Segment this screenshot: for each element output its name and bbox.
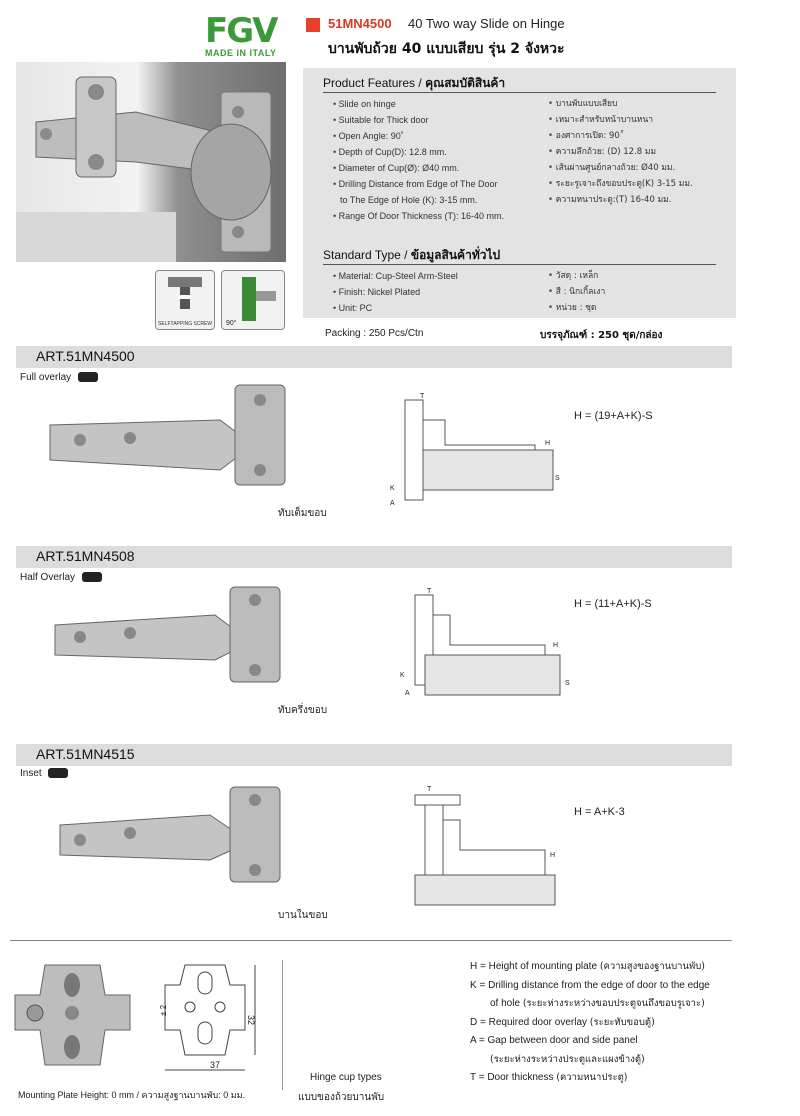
feature-item-th: • ระยะรูเจาะถึงขอบประตู(K) 3-15 มม.	[548, 176, 693, 192]
diagram-letter-a: A	[405, 690, 410, 697]
diagram-letter-k: K	[390, 485, 395, 492]
legend-row	[470, 1014, 790, 1033]
packing-en: Packing : 250 Pcs/Ctn	[325, 328, 424, 339]
hinge-product-photo	[16, 62, 286, 262]
legend-row	[470, 995, 790, 1014]
legend-th: (ความสูงของฐานบานพับ)	[599, 961, 706, 972]
diagram-letter-h: H	[553, 642, 559, 649]
feature-item-th: • บานพับแบบเสียบ	[548, 96, 693, 112]
article-code: ART.51MN4515	[36, 746, 135, 762]
hinge-image-inset	[60, 785, 285, 885]
article-code: ART.51MN4500	[36, 348, 135, 364]
overlay-label	[20, 768, 68, 779]
plate-tolerance-label: ± 2	[159, 1004, 168, 1016]
half-overlay-icon	[82, 572, 102, 582]
inset-diagram	[405, 785, 585, 905]
standard-heading	[323, 246, 500, 265]
feature-item-th: • ความหนาประตู:(T) 16-40 มม.	[548, 192, 693, 208]
feature-item-th: • เหมาะสำหรับหน้าบานหนา	[548, 112, 693, 128]
legend	[470, 958, 790, 1088]
feature-item: to The Edge of Hole (K): 3-15 mm.	[340, 195, 478, 205]
feature-item: • Drilling Distance from Edge of The Door	[333, 176, 504, 192]
screw-caption: SELFTAPPING SCREW	[158, 321, 213, 327]
legend-th: (ระยะห่างระหว่างขอบประตูจนถึงขอบรูเจาะ)	[522, 998, 705, 1009]
diagram-letter-s: S	[555, 475, 560, 482]
diagram-letter-h: H	[545, 440, 551, 447]
product-title-thai: บานพับถ้วย 40 แบบเสียบ รุ่น 2 จังหวะ	[328, 41, 565, 57]
feature-panel	[303, 68, 736, 318]
feature-item-th: • เส้นผ่านศูนย์กลางถ้วย: Ø40 มม.	[548, 160, 693, 176]
open-angle-icon	[222, 271, 284, 329]
article-code: ART.51MN4508	[36, 548, 135, 564]
feature-item: • Depth of Cup(D): 12.8 mm.	[333, 144, 504, 160]
product-title: 40 Two way Slide on Hinge	[408, 16, 565, 31]
standard-item: • Unit: PC	[333, 300, 458, 316]
standard-item: • Material: Cup-Steel Arm-Steel	[333, 268, 458, 284]
legend-th: (ระยะห่างระหว่างประตูและแผงข้างตู้)	[490, 1053, 645, 1065]
overlay-label	[20, 572, 102, 583]
legend-th: (ระยะทับขอบตู้)	[589, 1016, 655, 1028]
diagram-letter-a: A	[390, 500, 395, 507]
features-list-en	[333, 96, 504, 224]
full-overlay-diagram	[385, 390, 565, 510]
plate-height-label: 32	[246, 1015, 256, 1026]
brand-logo	[205, 11, 290, 64]
legend-th: (ความหนาประตู)	[556, 1072, 628, 1083]
overlay-text: Full overlay	[20, 372, 72, 383]
height-formula: H = (11+A+K)-S	[574, 598, 652, 610]
height-formula: H = (19+A+K)-S	[574, 410, 653, 422]
title-marker-icon	[306, 18, 320, 32]
feature-item: • Range Of Door Thickness (T): 16-40 mm.	[333, 208, 504, 224]
overlay-text: Half Overlay	[20, 572, 76, 583]
height-formula: H = A+K-3	[574, 806, 625, 818]
overlay-caption-th: ทับครึ่งขอบ	[278, 705, 328, 716]
feature-item: • Diameter of Cup(Ø): Ø40 mm.	[333, 160, 504, 176]
legend-row	[470, 977, 790, 996]
made-in-italy-label: MADE IN ITALY	[205, 48, 277, 58]
features-heading-th: คุณสมบัติสินค้า	[425, 76, 506, 90]
legend-row	[470, 1069, 790, 1088]
plate-width-label: 37	[210, 1060, 221, 1070]
overlay-text: Inset	[20, 768, 42, 779]
half-overlay-diagram	[395, 585, 575, 705]
features-list-th	[548, 96, 693, 208]
feature-item: • Open Angle: 90˚	[333, 128, 504, 144]
diagram-letter-t: T	[420, 393, 425, 400]
diagram-letter-t: T	[427, 786, 432, 793]
mounting-plate-drawing	[150, 960, 270, 1075]
features-rule	[323, 92, 716, 93]
hinge-image-half-overlay	[55, 585, 285, 685]
standard-heading-th: ข้อมูลสินค้าทั่วไป	[410, 248, 501, 262]
hinge-photo-drawing	[16, 62, 286, 262]
article-bar	[16, 744, 732, 766]
brand-logo-mark: FGV	[205, 11, 277, 51]
standard-item-th: • วัสดุ : เหล็ก	[548, 268, 605, 284]
feature-item-th: • องศาการเปิด: 90˚	[548, 128, 693, 144]
diagram-letter-h: H	[550, 852, 556, 859]
legend-en: H = Height of mounting plate	[470, 961, 598, 972]
legend-en: K = Drilling distance from the edge of door to the edge	[470, 979, 710, 991]
legend-row	[470, 1032, 790, 1051]
product-code: 51MN4500	[328, 16, 392, 31]
standard-rule	[323, 264, 716, 265]
legend-en: A = Gap between door and side panel	[470, 1035, 638, 1046]
feature-item-th: • ความลึกถ้วย: (D) 12.8 มม	[548, 144, 693, 160]
legend-en: D = Required door overlay	[470, 1016, 588, 1028]
feature-item: • Suitable for Thick door	[333, 112, 504, 128]
diagram-letter-t: T	[427, 588, 432, 595]
features-heading	[323, 74, 505, 93]
diagram-letter-k: K	[400, 672, 405, 679]
angle-label: 90°	[226, 320, 237, 327]
legend-en: of hole	[490, 998, 521, 1009]
mounting-plate-label: Mounting Plate Height: 0 mm / ความสูงฐานบานพับ: 0 มม.	[18, 1090, 246, 1100]
legend-en: T = Door thickness	[470, 1072, 554, 1083]
mounting-plate-photo	[15, 955, 130, 1075]
feature-item: • Slide on hinge	[333, 96, 504, 112]
standard-item-th: • สี : นิกเกิ้ลเงา	[548, 284, 605, 300]
legend-row	[470, 958, 790, 977]
standard-item: • Finish: Nickel Plated	[333, 284, 458, 300]
diagram-letter-s: S	[565, 680, 570, 687]
legend-row	[470, 1051, 790, 1070]
section-divider	[10, 940, 732, 941]
article-bar	[16, 546, 732, 568]
hinge-cup-label-th: แบบของถ้วยบานพับ	[298, 1092, 385, 1103]
hinge-image-full-overlay	[50, 380, 290, 490]
standard-list-th	[548, 268, 605, 316]
standard-item-th: • หน่วย : ชุด	[548, 300, 605, 316]
bottom-divider	[282, 960, 283, 1090]
standard-heading-en: Standard Type /	[323, 248, 408, 262]
features-heading-en: Product Features /	[323, 76, 422, 90]
hinge-cup-label: Hinge cup types	[310, 1072, 382, 1083]
article-bar	[16, 346, 732, 368]
angle-thumbnail	[221, 270, 285, 330]
inset-icon	[48, 768, 68, 778]
standard-list-en	[333, 268, 458, 316]
overlay-caption-th: ทับเต็มขอบ	[278, 508, 327, 519]
overlay-caption-th: บานในขอบ	[278, 910, 328, 921]
packing-th: บรรจุภัณฑ์ : 250 ชุด/กล่อง	[540, 330, 663, 341]
screw-thumbnail	[155, 270, 215, 330]
